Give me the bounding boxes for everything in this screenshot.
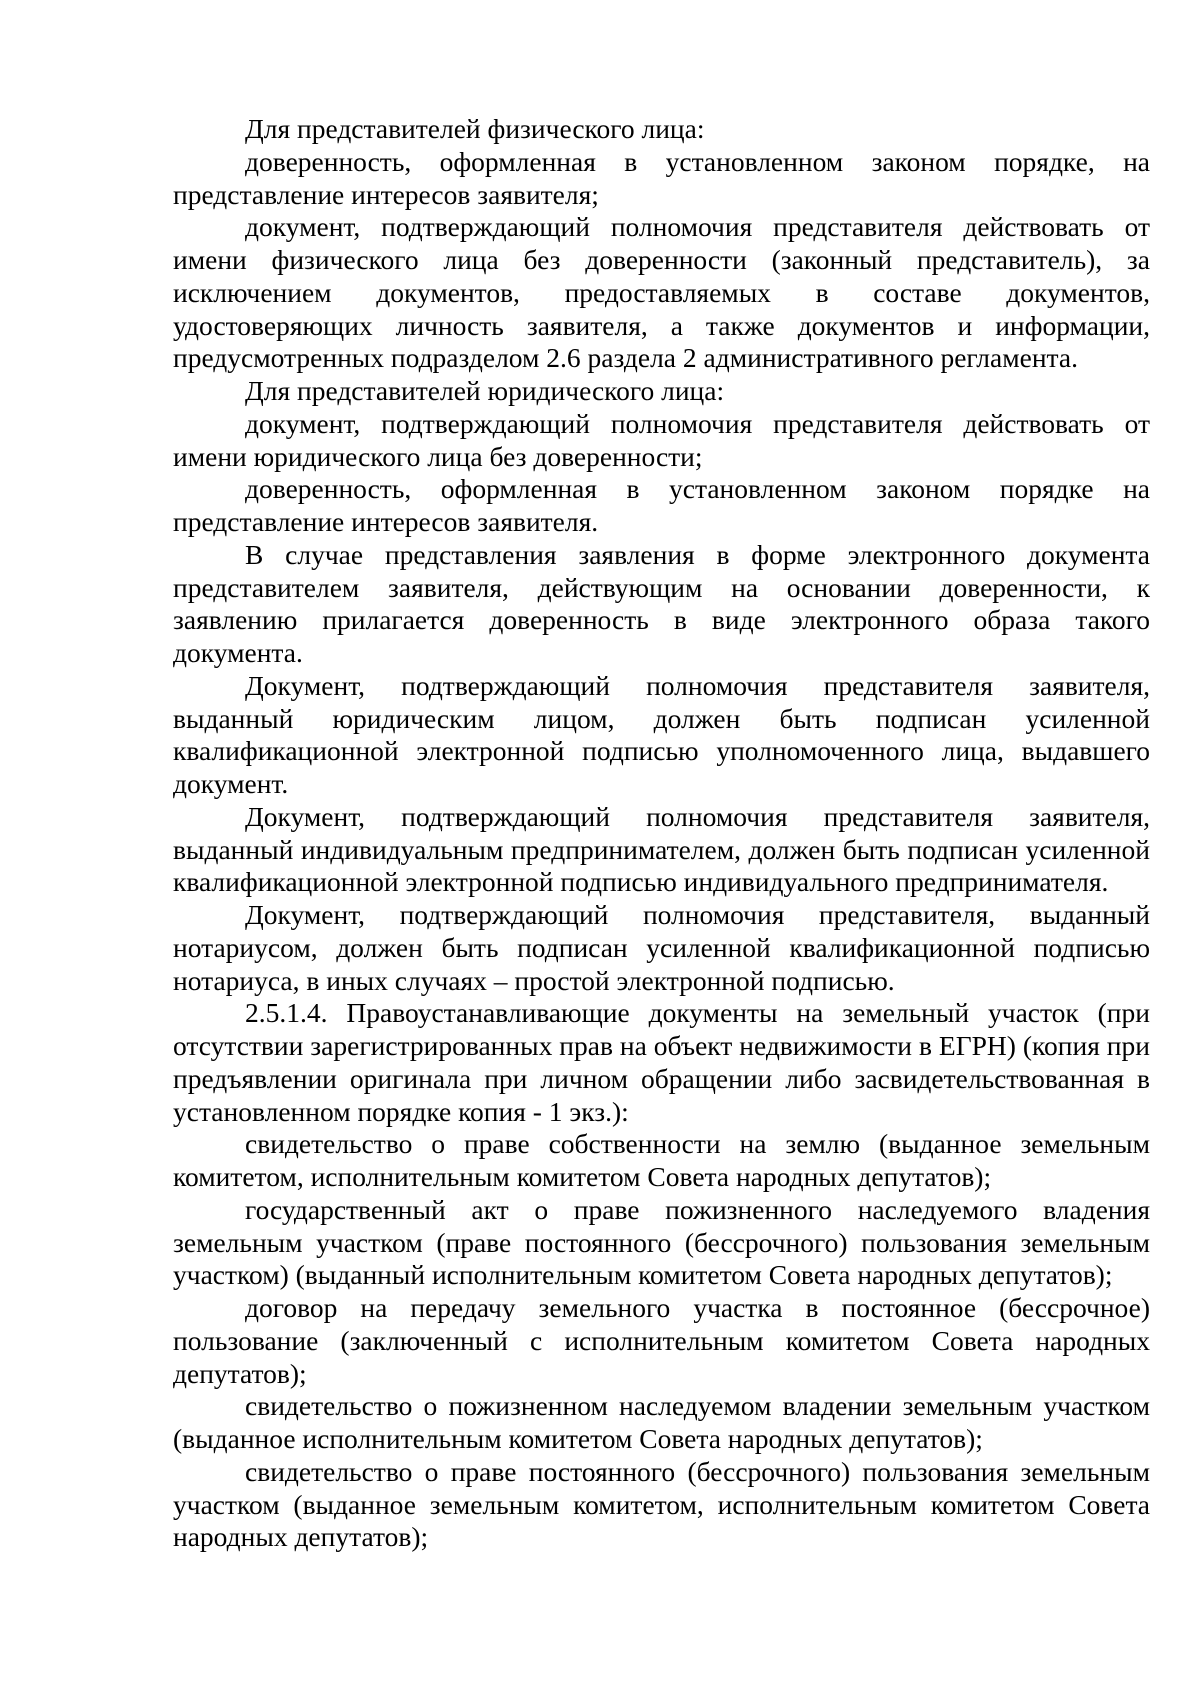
paragraph: государственный акт о праве пожизненного наследуемого владения земельным участком (праве постоянного (бессрочного) пользования земельным участком) (выданный исполнительным комитетом Совета народных депутатов); <box>173 1193 1150 1291</box>
paragraph: Для представителей физического лица: <box>245 113 705 144</box>
paragraph: доверенность, оформленная в установленном законом порядке, на представление интересов заявителя; <box>173 145 1150 210</box>
paragraph: Документ, подтверждающий полномочия представителя заявителя, выданный индивидуальным предпринимателем, должен быть подписан усиленной квалификационной электронной подписью индивидуального предпринимателя. <box>173 800 1150 898</box>
paragraph: 2.5.1.4. Правоустанавливающие документы на земельный участок (при отсутствии зарегистрированных прав на объект недвижимости в ЕГРН) (копия при предъявлении оригинала при личном обращении либо засвидетельствованная в установленном порядке копия - 1 экз.): <box>173 997 1150 1127</box>
paragraph: Документ, подтверждающий полномочия представителя заявителя, выданный юридическим лицом, должен быть подписан усиленной квалификационной электронной подписью уполномоченного лица, выдавшего документ. <box>173 669 1150 799</box>
paragraph: свидетельство о праве постоянного (бессрочного) пользования земельным участком (выданное земельным комитетом, исполнительным комитетом Совета народных депутатов); <box>173 1455 1150 1553</box>
paragraph: договор на передачу земельного участка в постоянное (бессрочное) пользование (заключенный с исполнительным комитетом Совета народных депутатов); <box>173 1292 1150 1389</box>
paragraph: свидетельство о пожизненном наследуемом владении земельным участком (выданное исполнительным комитетом Совета народных депутатов); <box>173 1390 1150 1454</box>
paragraph: документ, подтверждающий полномочия представителя действовать от имени юридического лица без доверенности; <box>173 407 1150 472</box>
paragraph: В случае представления заявления в форме электронного документа представителем заявителя, действующим на основании доверенности, к заявлению прилагается доверенность в виде электронного образа такого документа. <box>173 538 1150 668</box>
paragraph: доверенность, оформленная в установленном законом порядке на представление интересов заявителя. <box>173 473 1150 537</box>
paragraph: свидетельство о праве собственности на землю (выданное земельным комитетом, исполнительным комитетом Совета народных депутатов); <box>173 1128 1150 1192</box>
document-page <box>173 113 1150 1554</box>
paragraph: документ, подтверждающий полномочия представителя действовать от имени физического лица без доверенности (законный представитель), за исключением документов, предоставляемых в составе документов, удостоверяющих личность заявителя, а также документов и информации, предусмотренных подразделом 2.6 раздела 2 административного регламента. <box>173 211 1150 374</box>
paragraph: Документ, подтверждающий полномочия представителя, выданный нотариусом, должен быть подписан усиленной квалификационной подписью нотариуса, в иных случаях – простой электронной подписью. <box>173 899 1150 996</box>
paragraph: Для представителей юридического лица: <box>245 375 725 406</box>
